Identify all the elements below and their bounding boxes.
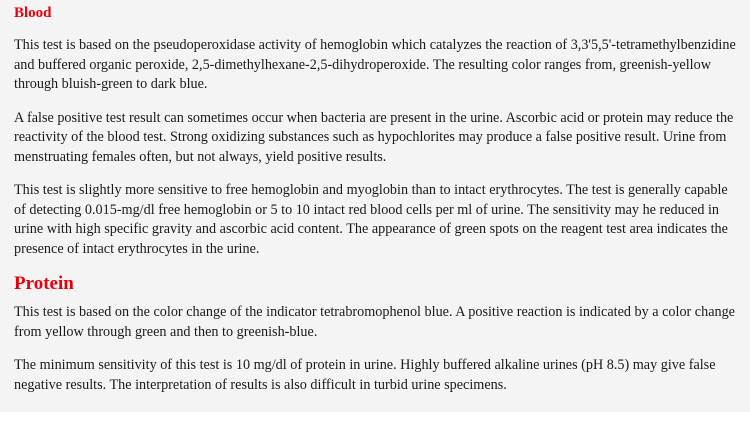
blood-paragraph-3: This test is slightly more sensitive to free hemoglobin and myoglobin than to intact erythrocytes. The test is generally capable of detecting 0.015-mg/dl free hemoglobin or 5 to 10 intact red blood cells per ml of urine. The sensitivity may he reduced in urine with high specific gravity and ascorbic acid content. The appearance of green spots on the reagent test area indicates the presence of intact erythrocytes in the urine. bbox=[14, 182, 728, 257]
protein-paragraph-2: The minimum sensitivity of this test is 10 mg/dl of protein in urine. Highly buffered alkaline urines (pH 8.5) may give false negative results. The interpretation of results is also difficult in turbid urine specimens. bbox=[14, 357, 716, 393]
section-heading-blood: Blood bbox=[14, 5, 52, 21]
section-heading-protein: Protein bbox=[14, 273, 74, 294]
blood-paragraph-2: A false positive test result can sometimes occur when bacteria are present in the urine. Ascorbic acid or protein may reduce the reactivity of the blood test. Strong oxidizing substances such as hypochlorites may produce a false positive result. Urine from menstruating females often, but not always, yield positive results. bbox=[14, 109, 734, 165]
protein-paragraph-1: This test is based on the color change of the indicator tetrabromophenol blue. A positive reaction is indicated by a color change from yellow through green and then to greenish-blue. bbox=[14, 304, 735, 340]
blood-paragraph-1: This test is based on the pseudoperoxidase activity of hemoglobin which catalyzes the reaction of 3,3'5,5'-tetramethylbenzidine and buffered organic peroxide, 2,5-dimethylhexane-2,5-dihydroperoxide. The resulting color ranges from, greenish-yellow through bluish-green to dark blue. bbox=[14, 37, 736, 92]
